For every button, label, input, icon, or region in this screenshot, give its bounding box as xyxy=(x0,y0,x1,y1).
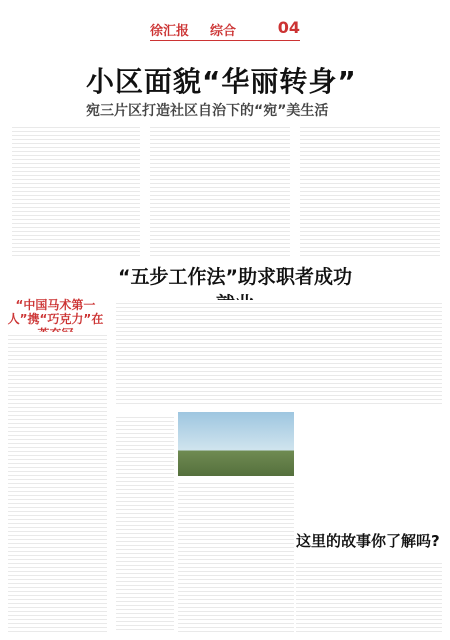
lead-body-right xyxy=(300,124,440,256)
lead-body-mid xyxy=(150,124,290,256)
feature-body-right xyxy=(296,560,442,632)
second-headline: “五步工作法”助求职者成功 xyxy=(118,266,352,288)
page-number: 04 xyxy=(277,18,300,37)
lead-headline: 小区面貌“华丽转身” xyxy=(86,65,357,98)
feature-headline: 这里的故事你了解吗? xyxy=(296,532,440,550)
side-headline: “中国马术第一人”携“巧克力”在 xyxy=(7,298,104,327)
masthead-section: 综合 xyxy=(210,24,237,39)
second-body xyxy=(116,300,442,404)
masthead xyxy=(150,18,300,41)
feature-body-left xyxy=(116,414,174,632)
feature-body-mid xyxy=(178,480,294,632)
side-body xyxy=(8,332,107,632)
feature-article-header xyxy=(296,528,446,551)
feature-photo xyxy=(178,412,294,476)
lead-deck: 宛三片区打造社区自治下的“宛”美生活 xyxy=(86,103,329,120)
lead-article-header xyxy=(86,66,370,120)
masthead-title: 徐汇报 xyxy=(150,24,190,39)
lead-body-left xyxy=(12,124,140,256)
